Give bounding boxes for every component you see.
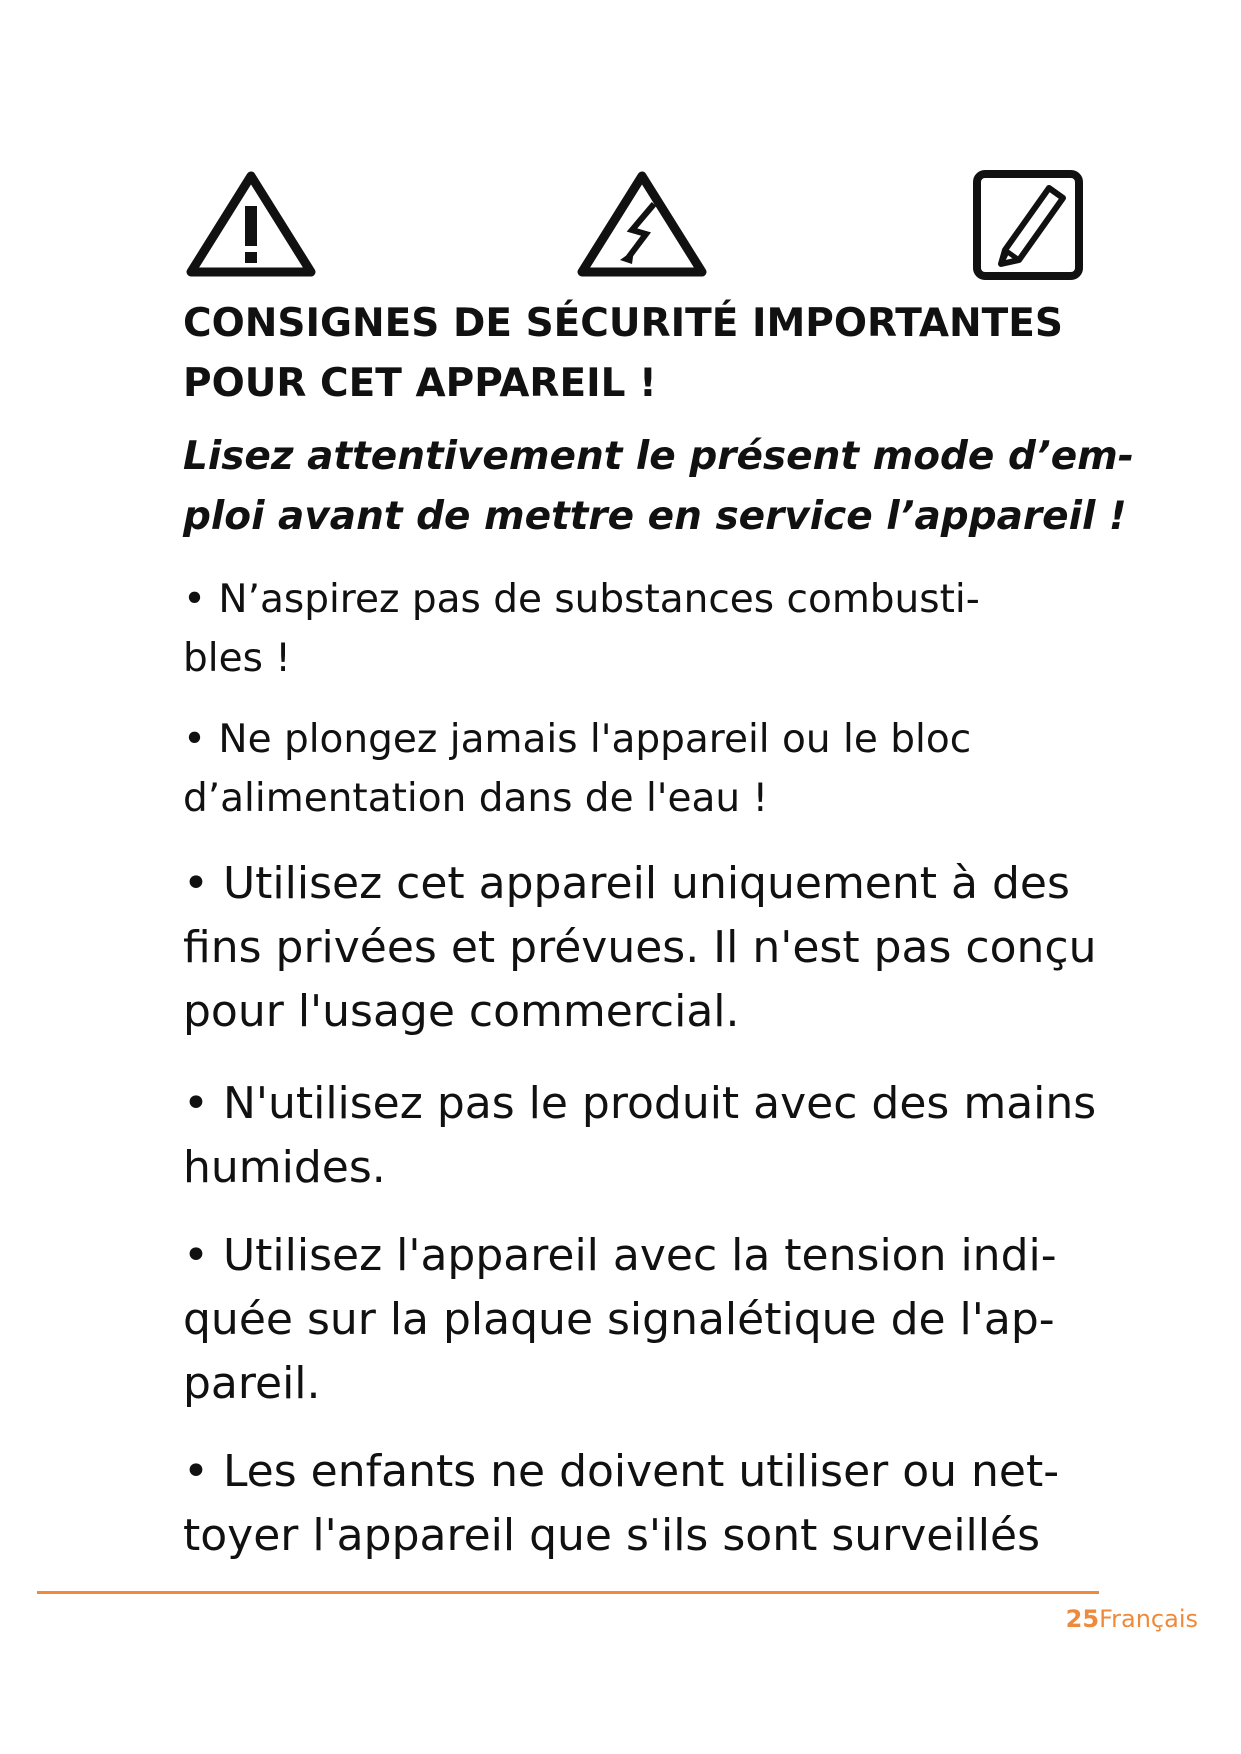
page-footer xyxy=(1066,1605,1198,1633)
safety-icons-row xyxy=(183,168,1083,283)
safety-instruction-line: humides. xyxy=(183,1142,386,1193)
safety-instruction-line: • Utilisez l'appareil avec la tension indi- xyxy=(183,1230,1057,1281)
safety-instruction xyxy=(183,1440,1103,1568)
safety-instruction-line: pareil. xyxy=(183,1358,321,1409)
warning-triangle-icon xyxy=(183,168,319,280)
safety-instruction xyxy=(183,1072,1103,1200)
safety-title-line-2: POUR CET APPAREIL ! xyxy=(183,361,657,406)
read-manual-notice-line-1: Lisez attentivement le présent mode d’em- xyxy=(183,434,1134,479)
electric-shock-icon xyxy=(574,168,710,280)
safety-instruction-line: fins privées et prévues. Il n'est pas conçu xyxy=(183,922,1097,973)
safety-instruction xyxy=(183,1224,1103,1416)
safety-instruction-line: • Ne plongez jamais l'appareil ou le bloc xyxy=(183,717,972,762)
read-manual-notice-line-2: ploi avant de mettre en service l’appareil ! xyxy=(183,494,1127,539)
safety-instruction-line: pour l'usage commercial. xyxy=(183,986,740,1037)
safety-instruction-line: toyer l'appareil que s'ils sont surveillés xyxy=(183,1510,1040,1561)
footer-divider xyxy=(37,1591,1099,1594)
read-manual-icon xyxy=(971,168,1087,284)
safety-instruction-line: bles ! xyxy=(183,636,291,681)
safety-instruction-line: • N’aspirez pas de substances combusti- xyxy=(183,577,980,622)
safety-instruction-line: • N'utilisez pas le produit avec des mains xyxy=(183,1078,1097,1129)
safety-title-line-1: CONSIGNES DE SÉCURITÉ IMPORTANTES xyxy=(183,301,1064,346)
read-manual-notice xyxy=(183,427,1134,547)
page-number: 25 xyxy=(1065,1605,1100,1633)
language-label: Français xyxy=(1099,1605,1198,1633)
safety-instruction-line: • Les enfants ne doivent utiliser ou net- xyxy=(183,1446,1060,1497)
safety-instruction xyxy=(183,570,1103,688)
safety-instruction-line: • Utilisez cet appareil uniquement à des xyxy=(183,858,1070,909)
safety-instruction-line: d’alimentation dans de l'eau ! xyxy=(183,776,769,821)
safety-instruction xyxy=(183,710,1103,828)
safety-instruction-line: quée sur la plaque signalétique de l'ap- xyxy=(183,1294,1055,1345)
safety-title xyxy=(183,294,1083,414)
safety-instruction xyxy=(183,852,1103,1044)
